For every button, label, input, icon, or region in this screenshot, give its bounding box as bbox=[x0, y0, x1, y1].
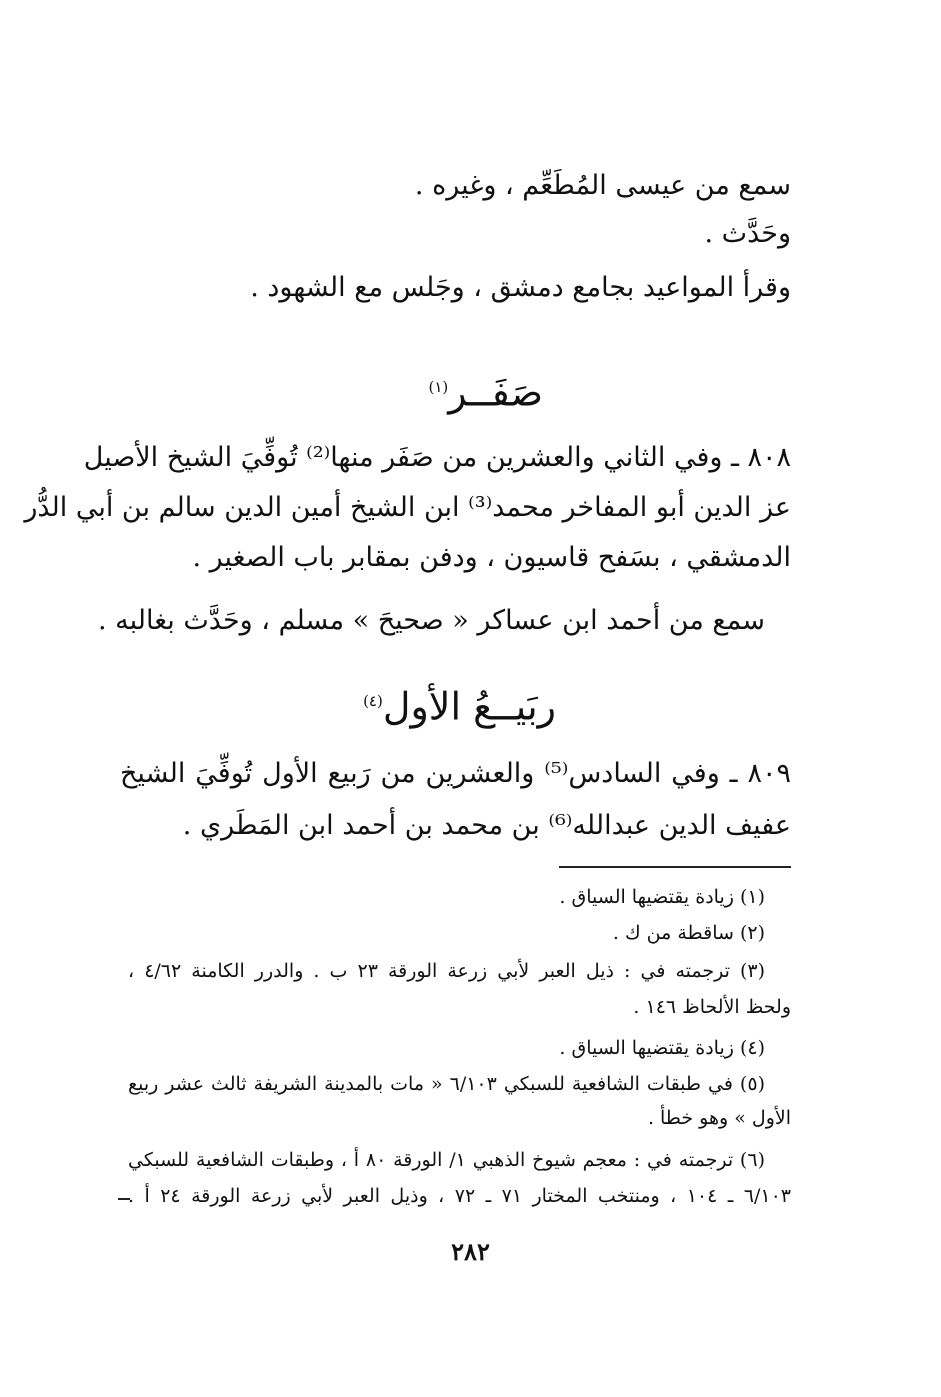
section-heading-safar bbox=[428, 362, 543, 418]
footnote-6-line-2: ٦/١٠٣ ـ ١٠٤ ، ومنتخب المختار ٧١ ـ ٧٢ ، وذيل العبر لأبي زرعة الورقة ٢٤ أ . bbox=[128, 1185, 791, 1207]
entry-808-line-2: عز الدين أبو المفاخر محمد⁽³⁾ ابن الشيخ أمين الدين سالم بن أبي الدُّر bbox=[24, 492, 791, 523]
footnote-5-line-1: (٥) في طبقات الشافعية للسبكي ٦/١٠٣ « مات بالمدينة الشريفة ثالث عشر ربيع bbox=[128, 1073, 765, 1095]
intro-line-3: وقرأ المواعيد بجامع دمشق ، وجَلس مع الشهود . bbox=[250, 272, 791, 303]
footnote-5-line-2: الأول » وهو خطأ . bbox=[647, 1107, 791, 1129]
section-heading-rabi-title: ربَيــعُ الأول bbox=[382, 684, 556, 729]
section-heading-safar-title: صَفَــر bbox=[448, 370, 543, 415]
footnote-2: (٢) ساقطة من ك . bbox=[612, 922, 765, 944]
entry-808-line-1: ٨٠٨ ـ وفي الثاني والعشرين من صَفَر منها⁽²⁾ تُوفِّيَ الشيخ الأصيل bbox=[83, 442, 791, 473]
entry-809-line-1: ٨٠٩ ـ وفي السادس⁽⁵⁾ والعشرين من رَبيع الأول تُوفِّيَ الشيخ bbox=[120, 758, 791, 789]
footnote-1: (١) زيادة يقتضيها السياق . bbox=[559, 886, 765, 908]
footnote-4: (٤) زيادة يقتضيها السياق . bbox=[559, 1037, 765, 1059]
section-heading-rabi-note: (٤) bbox=[363, 692, 383, 710]
intro-line-1: سمع من عيسى المُطَعِّم ، وغيره . bbox=[414, 170, 791, 201]
section-heading-safar-note: (١) bbox=[428, 378, 449, 396]
entry-809-line-2: عفيف الدين عبدالله⁽⁶⁾ بن محمد بن أحمد ابن المَطَري . bbox=[182, 810, 791, 841]
entry-808-line-3: الدمشقي ، بسَفح قاسيون ، ودفن بمقابر باب الصغير . bbox=[192, 542, 791, 573]
entry-808-line-4: سمع من أحمد ابن عساكر « صحيحَ » مسلم ، وحَدَّث بغالبه . bbox=[98, 605, 765, 636]
footnote-3-line-2: ولحظ الألحاظ ١٤٦ . bbox=[633, 996, 791, 1018]
intro-line-2: وحَدَّث . bbox=[704, 218, 791, 249]
footnote-separator bbox=[559, 866, 791, 868]
continuation-mark bbox=[118, 1198, 130, 1200]
footnote-6-line-1: (٦) ترجمته في : معجم شيوخ الذهبي ١/ الورقة ٨٠ أ ، وطبقات الشافعية للسبكي bbox=[128, 1149, 765, 1171]
page-number: ٢٨٢ bbox=[451, 1237, 490, 1266]
footnote-3-line-1: (٣) ترجمته في : ذيل العبر لأبي زرعة الورقة ٢٣ ب . والدرر الكامنة ٤/٦٢ ، bbox=[128, 960, 766, 982]
section-heading-rabi bbox=[363, 676, 556, 732]
